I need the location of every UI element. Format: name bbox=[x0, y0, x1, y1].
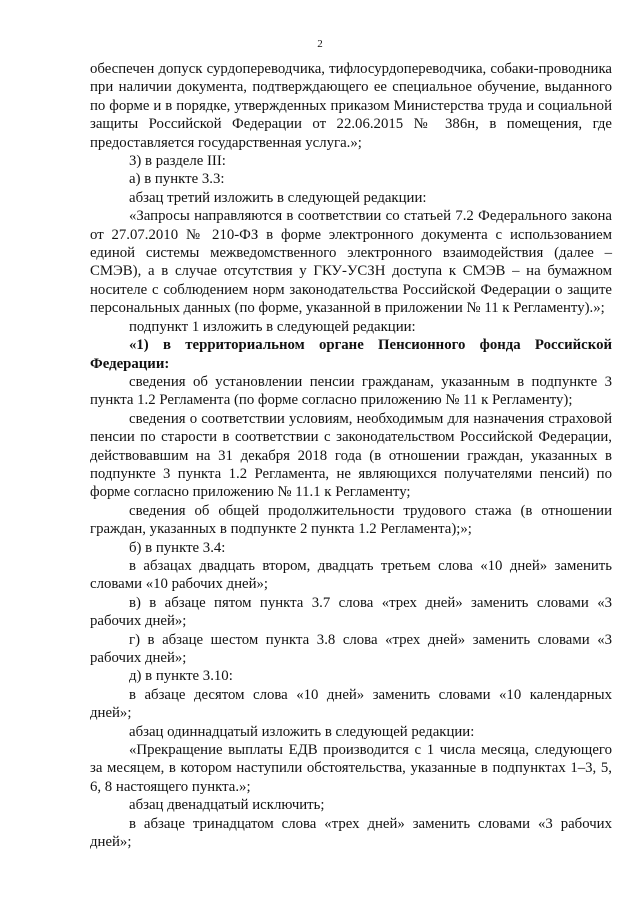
paragraph-old-age-pension: сведения о соответствии условиям, необходимым для назначения страховой пенсии по старости в соответствии с законодательством Российской Федерации, действовавшим на 31 декабря 2018 года (в отношении граждан, указанных в подпункте 3 пункта 1.2 Регламента, не являющихся получателями пенсий) по форме согласно приложению № 11.1 к Регламенту; bbox=[90, 410, 612, 501]
paragraph-item-3-8: г) в абзаце шестом пункта 3.8 слова «трех дней» заменить словами «3 рабочих дней»; bbox=[90, 631, 612, 666]
page-number: 2 bbox=[317, 38, 323, 50]
paragraph-requests-quote: «Запросы направляются в соответствии со статьей 7.2 Федерального закона от 27.07.2010 № 210-ФЗ в форме электронного документа с использованием единой системы межведомственного электронного взаимодействия (далее – СМЭВ), а в случае отсутствия у ГКУ-УСЗН доступа к СМЭВ – на бумажном носителе с соблюдением норм законодательства Российской Федерации о защите персональных данных (по форме, указанной в приложении № 11 к Регламенту).»; bbox=[90, 208, 612, 317]
paragraph-thirteenth-abzac: в абзаце тринадцатом слова «трех дней» заменить словами «3 рабочих дней»; bbox=[90, 815, 612, 851]
paragraph-pension-info: сведения об установлении пенсии гражданам, указанным в подпункте 3 пункта 1.2 Регламента (по форме согласно приложению № 11 к Регламенту); bbox=[90, 373, 612, 409]
paragraph-item-3-10: д) в пункте 3.10: bbox=[129, 668, 233, 685]
paragraph-tenth-abzac: в абзаце десятом слова «10 дней» заменить словами «10 календарных дней»; bbox=[90, 686, 612, 722]
paragraph-item-3-4: б) в пункте 3.4: bbox=[129, 539, 226, 556]
paragraph-subitem-1: подпункт 1 изложить в следующей редакции: bbox=[129, 318, 416, 335]
paragraph-eleventh-abzac: абзац одиннадцатый изложить в следующей редакции: bbox=[129, 723, 475, 740]
paragraph-item-3-3: а) в пункте 3.3: bbox=[129, 171, 225, 188]
paragraph-twelfth-abzac: абзац двенадцатый исключить; bbox=[129, 797, 325, 814]
paragraph-item-3-7: в) в абзаце пятом пункта 3.7 слова «трех дней» заменить словами «3 рабочих дней»; bbox=[90, 594, 612, 630]
paragraph-10-days: в абзацах двадцать втором, двадцать третьем слова «10 дней» заменить словами «10 рабочих дней»; bbox=[90, 557, 612, 593]
paragraph-access-conditions: обеспечен допуск сурдопереводчика, тифлосурдопереводчика, собаки-проводника при наличии документа, подтверждающего ее специальное обучение, выданного по форме и в порядке, утвержденных приказом Министерства труда и социальной защиты Российской Федерации от 22.06.2015 № 386н, в помещения, где предоставляется государственная услуга.»; bbox=[90, 61, 612, 151]
paragraph-pension-fund-heading: «1) в территориальном органе Пенсионного фонда Российской Федерации: bbox=[90, 337, 612, 372]
document-body bbox=[90, 60, 612, 851]
paragraph-third-abzac: абзац третий изложить в следующей редакции: bbox=[129, 189, 427, 206]
paragraph-work-experience: сведения об общей продолжительности трудового стажа (в отношении граждан, указанных в подпункте 2 пункта 1.2 Регламента);»; bbox=[90, 502, 612, 538]
paragraph-edv-quote: «Прекращение выплаты ЕДВ производится с 1 числа месяца, следующего за месяцем, в котором наступили обстоятельства, указанные в подпунктах 1–3, 5, 6, 8 настоящего пункта.»; bbox=[90, 742, 612, 795]
paragraph-section-3: 3) в разделе III: bbox=[129, 153, 226, 170]
